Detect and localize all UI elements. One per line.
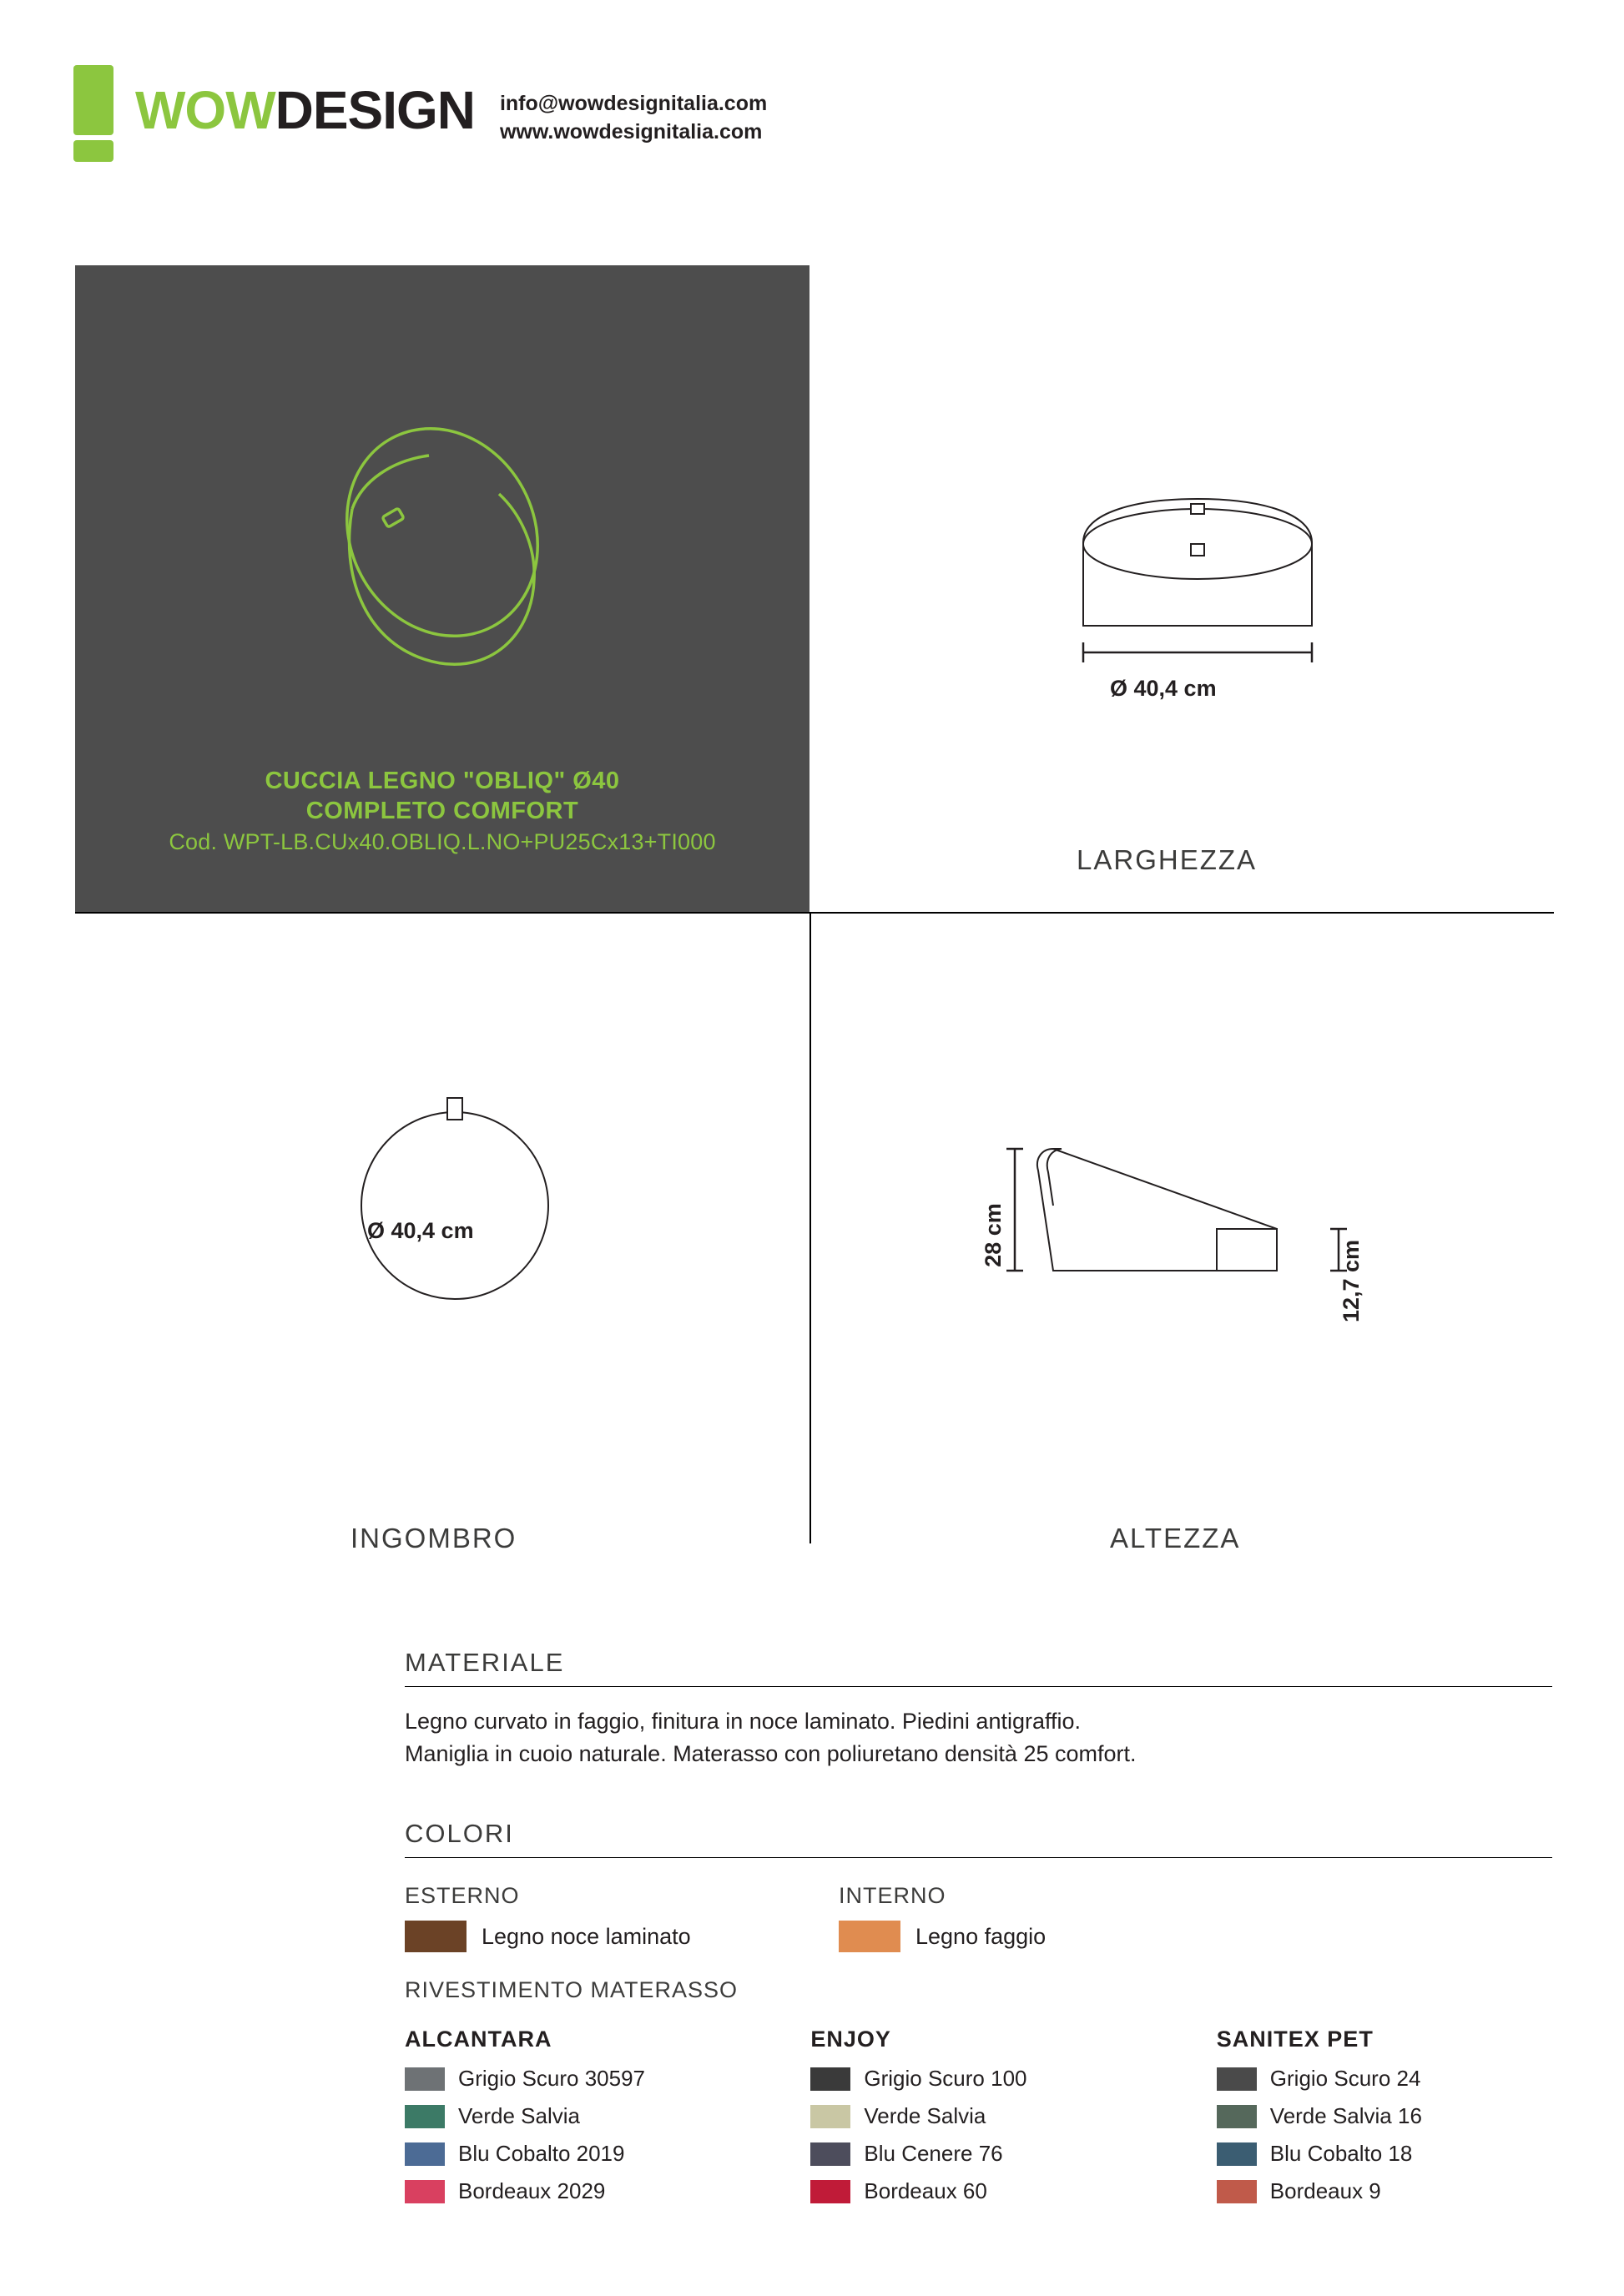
contact-block	[500, 90, 767, 147]
brand-wordmark	[135, 80, 475, 140]
esterno-swatch	[405, 1921, 467, 1952]
color-swatch	[1217, 2067, 1257, 2091]
color-item	[405, 2103, 810, 2129]
interno-label: INTERNO	[839, 1883, 946, 1908]
altezza-drawing	[1001, 1130, 1352, 1310]
rivestimento-title: RIVESTIMENTO MATERASSO	[405, 1977, 739, 2002]
materiale-title: MATERIALE	[405, 1648, 565, 1677]
color-item	[810, 2141, 1216, 2167]
color-label: Blu Cobalto 2019	[458, 2141, 625, 2166]
color-item	[1217, 2066, 1552, 2092]
color-swatch	[1217, 2180, 1257, 2203]
ingombro-drawing	[334, 1085, 576, 1306]
color-group-title: ALCANTARA	[405, 2027, 552, 2052]
color-swatch	[405, 2142, 445, 2166]
ingombro-dimension: Ø 40,4 cm	[367, 1218, 474, 1243]
colori-title: COLORI	[405, 1819, 514, 1848]
color-group	[1217, 2027, 1552, 2216]
esterno-name: Legno noce laminato	[482, 1923, 691, 1949]
color-label: Blu Cobalto 18	[1269, 2141, 1413, 2166]
esterno-interno-row	[405, 1883, 1552, 1952]
color-swatch	[810, 2142, 850, 2166]
color-group	[405, 2027, 810, 2216]
color-label: Verde Salvia	[864, 2103, 986, 2128]
materiale-rule	[405, 1686, 1552, 1687]
interno-name: Legno faggio	[915, 1923, 1047, 1949]
product-code: Cod. WPT-LB.CUx40.OBLIQ.L.NO+PU25Cx13+TI000	[169, 829, 716, 854]
color-label: Verde Salvia	[458, 2103, 580, 2128]
color-item	[405, 2141, 810, 2167]
color-label: Bordeaux 9	[1269, 2178, 1381, 2203]
materiale-text-line2: Maniglia in cuoio naturale. Materasso con poliuretano densità 25 comfort.	[405, 1741, 1137, 1767]
color-swatch	[1217, 2142, 1257, 2166]
ingombro-label: INGOMBRO	[351, 1523, 517, 1553]
altezza-label: ALTEZZA	[1110, 1523, 1241, 1553]
brand-header	[68, 65, 767, 164]
altezza-dimension-left-wrap	[968, 1168, 1018, 1302]
materiale-section	[405, 1648, 1552, 1770]
altezza-dimension-right-wrap	[1327, 1201, 1377, 1360]
color-group	[810, 2027, 1216, 2216]
color-item	[810, 2066, 1216, 2092]
colori-section	[405, 1819, 1552, 2216]
interno-swatch-row	[839, 1921, 1046, 1952]
esterno-block	[405, 1883, 839, 1952]
brand-wordmark-wow: WOW	[135, 80, 275, 140]
color-swatch	[405, 2105, 445, 2128]
product-title-line2: COMPLETO COMFORT	[305, 797, 579, 824]
larghezza-label: LARGHEZZA	[1077, 844, 1258, 875]
color-group-title: SANITEX PET	[1216, 2027, 1374, 2052]
color-item	[1217, 2141, 1552, 2167]
divider-horizontal-top	[75, 912, 1554, 914]
color-label: Verde Salvia 16	[1269, 2103, 1422, 2128]
color-swatch	[405, 2067, 445, 2091]
color-swatch	[810, 2105, 850, 2128]
color-label: Grigio Scuro 100	[864, 2066, 1027, 2091]
color-label: Grigio Scuro 24	[1269, 2066, 1421, 2091]
larghezza-drawing	[1077, 492, 1319, 688]
color-item	[810, 2103, 1216, 2129]
interno-block	[839, 1883, 1046, 1952]
color-item	[1217, 2103, 1552, 2129]
product-illustration	[75, 415, 809, 691]
color-group-title: ENJOY	[810, 2027, 891, 2052]
contact-website: www.wowdesignitalia.com	[499, 119, 763, 144]
altezza-dimension-left: 28 cm	[980, 1202, 1006, 1267]
larghezza-dimension: Ø 40,4 cm	[1110, 676, 1217, 701]
color-item	[1217, 2178, 1552, 2204]
color-item	[405, 2178, 810, 2204]
color-swatch	[405, 2180, 445, 2203]
color-label: Blu Cenere 76	[864, 2141, 1003, 2166]
color-swatch	[1217, 2105, 1257, 2128]
color-swatch	[810, 2067, 850, 2091]
interno-swatch	[839, 1921, 900, 1952]
colori-groups	[405, 2027, 1552, 2216]
esterno-swatch-row	[405, 1921, 839, 1952]
esterno-label: ESTERNO	[405, 1883, 520, 1908]
colori-rule	[405, 1857, 1552, 1858]
materiale-text	[405, 1705, 1552, 1770]
color-item	[810, 2178, 1216, 2204]
color-label: Bordeaux 60	[864, 2178, 987, 2203]
product-image-panel	[75, 265, 809, 912]
divider-vertical	[809, 912, 811, 1543]
color-item	[405, 2066, 810, 2092]
product-caption	[75, 767, 809, 855]
altezza-dimension-right: 12,7 cm	[1339, 1239, 1364, 1322]
brand-wordmark-design: DESIGN	[275, 80, 475, 140]
materiale-text-line1: Legno curvato in faggio, finitura in noce laminato. Piedini antigraffio.	[405, 1709, 1082, 1734]
color-swatch	[810, 2180, 850, 2203]
color-label: Grigio Scuro 30597	[458, 2066, 646, 2091]
contact-email: info@wowdesignitalia.com	[499, 92, 768, 115]
product-title-line1: CUCCIA LEGNO "OBLIQ" Ø40	[265, 768, 620, 795]
color-label: Bordeaux 2029	[458, 2178, 606, 2203]
exclamation-logo-icon	[68, 65, 120, 164]
